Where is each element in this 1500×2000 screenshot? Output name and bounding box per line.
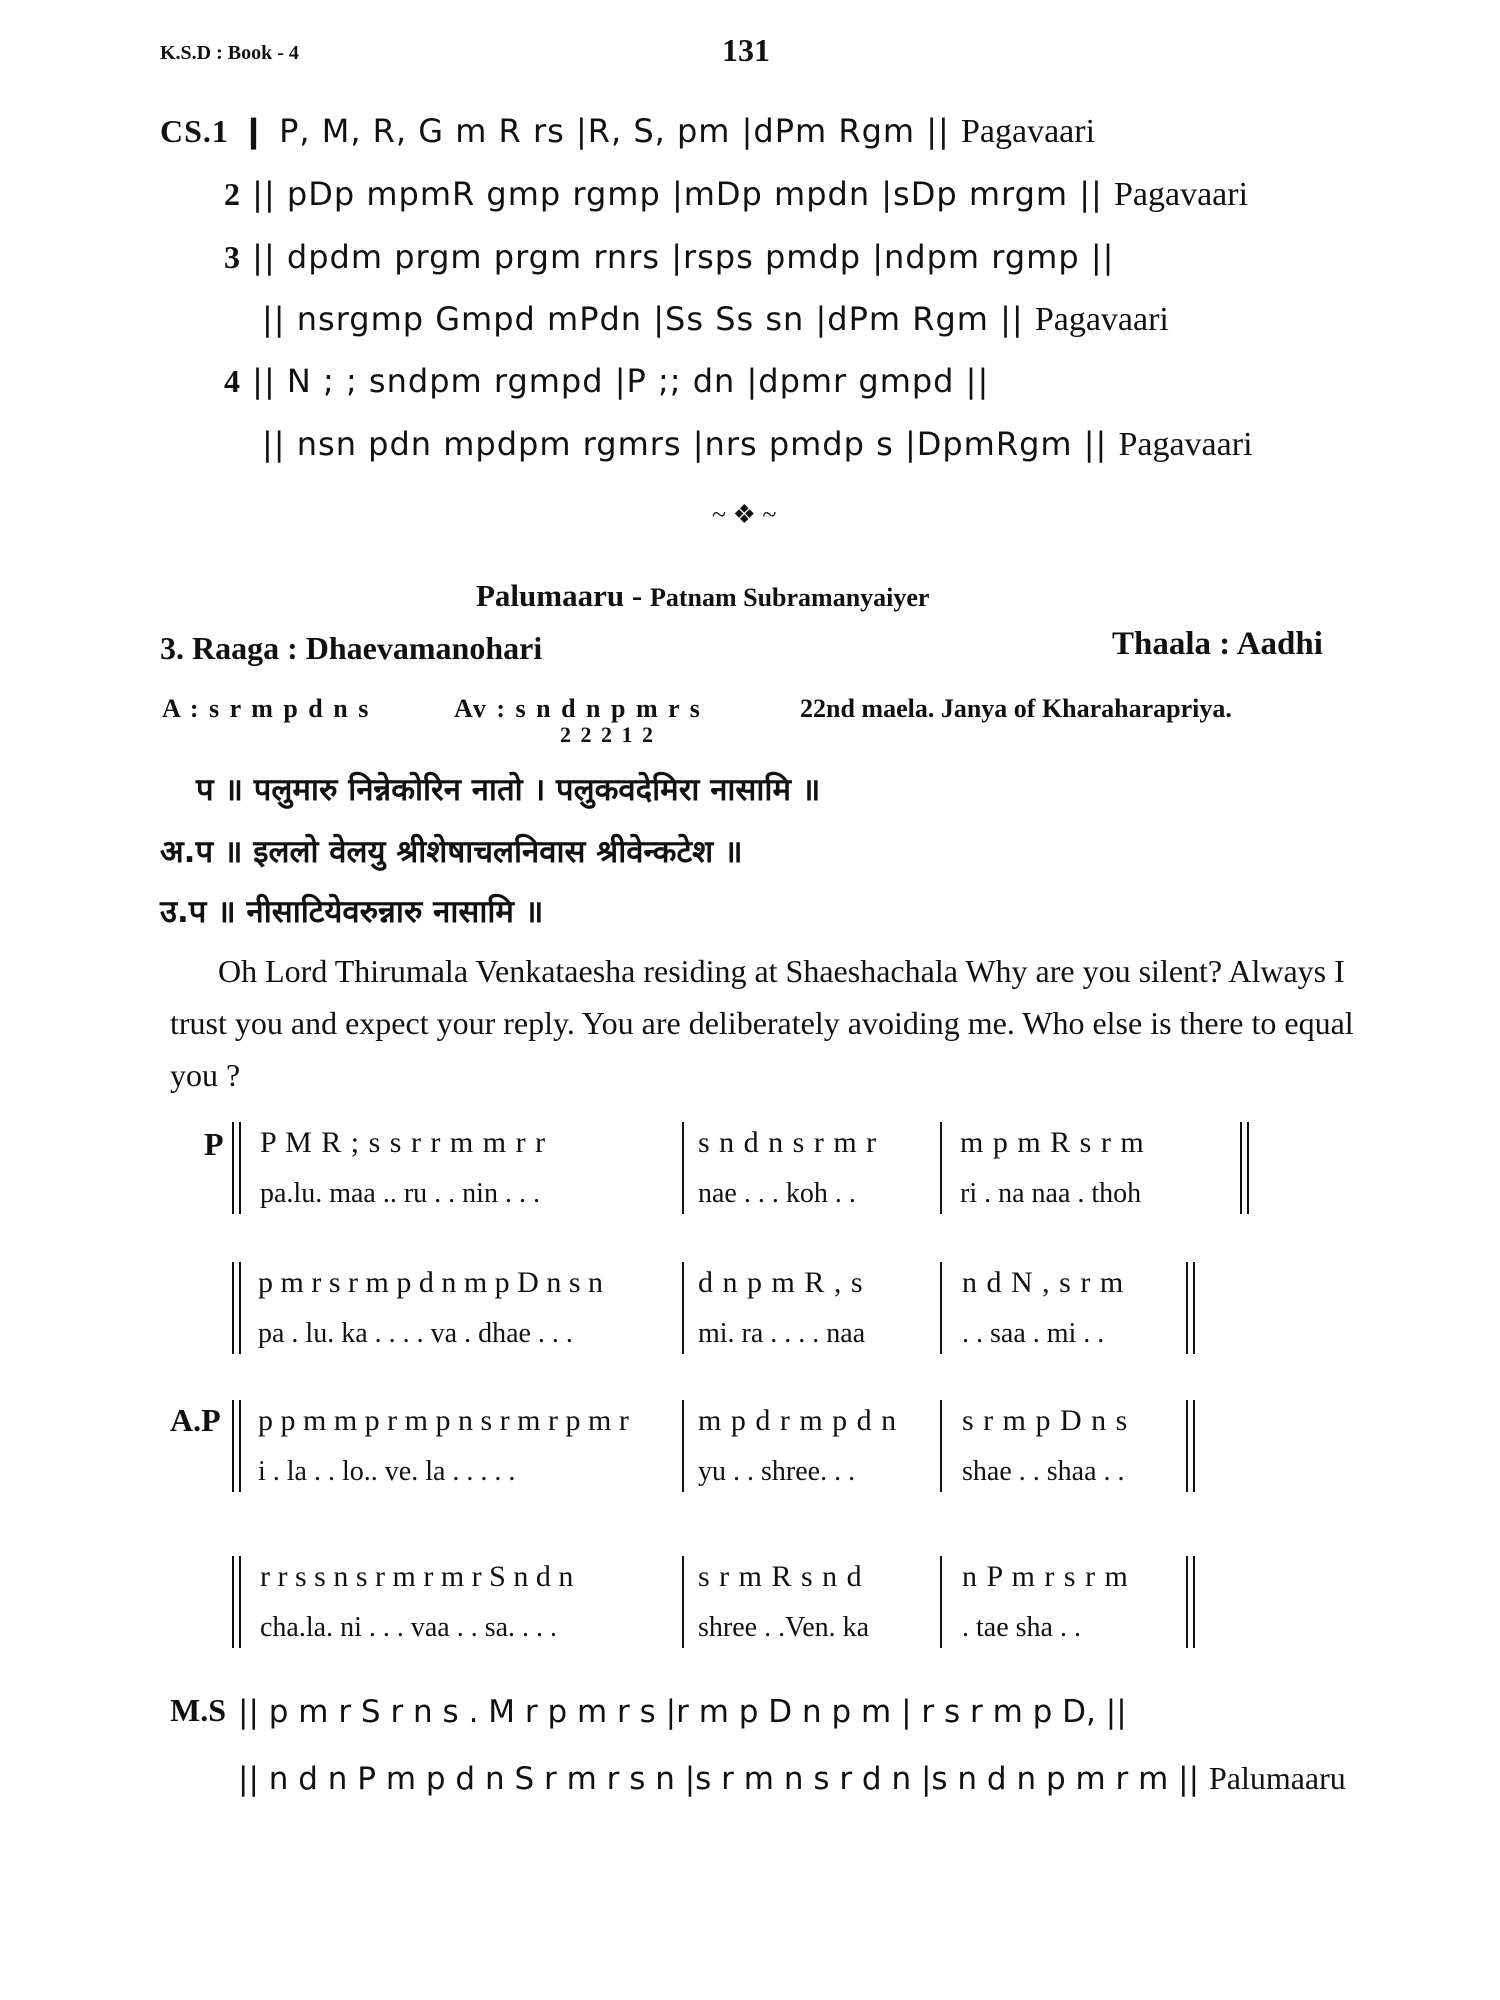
ms-line-2 (238, 1760, 1346, 1797)
cs-end: Pagavaari (1114, 176, 1249, 213)
cs-swara: || nsrgmp Gmpd mPdn |Ss Ss sn |dPm Rgm || (262, 300, 1024, 338)
bar (940, 1556, 942, 1648)
cs-num: 4 (224, 363, 241, 399)
swara-cell: d n p m R , s (698, 1266, 864, 1299)
arohana: A : s r m p d n s (162, 694, 371, 723)
cs-label: CS.1 (160, 113, 229, 149)
book-label: K.S.D : Book - 4 (160, 42, 299, 64)
double-bar (232, 1262, 241, 1354)
lyrics-charanam: उ.प ॥ नीसाटियेवरुन्नारु नासामि ॥ (160, 894, 544, 930)
swara-cell: m p d r m p d n (698, 1404, 898, 1437)
pallavi-label: P (204, 1126, 224, 1162)
thaala: Thaala : Aadhi (1112, 626, 1323, 662)
double-bar (1186, 1556, 1195, 1648)
raaga-line: 3. Raaga : Dhaevamanohari (160, 630, 543, 666)
cs-end: Pagavaari (1034, 301, 1169, 338)
meaning-paragraph: Oh Lord Thirumala Venkataesha residing at Shaeshachala Why are you silent? Always I trust you and expect your reply. You are deliberately avoiding me. Who else is there to equal you ? (170, 953, 1354, 1093)
sahitya-cell: . tae sha . . (962, 1612, 1081, 1643)
anupallavi-label: A.P (170, 1402, 221, 1438)
cs-swara: P, M, R, G m R rs |R, S, pm |dPm Rgm || (279, 112, 950, 150)
section-divider: ~ ❖ ~ (712, 500, 777, 529)
swara-cell: n d N , s r m (962, 1266, 1125, 1299)
cs-swara: || nsn pdn mpdpm rgmrs |nrs pmdp s |DpmRgm || (262, 425, 1108, 463)
swara-cell: m p m R s r m (960, 1126, 1145, 1159)
song-name: Palumaaru (476, 578, 625, 613)
sahitya-cell: ri . na naa . thoh (960, 1178, 1142, 1209)
cs-num: 2 (224, 176, 241, 212)
avarohana: Av : s n d n p m r s (454, 694, 702, 723)
cs-line-3 (224, 238, 1114, 276)
swara-cell: s n d n s r m r (698, 1126, 878, 1159)
maela-info: 22nd maela. Janya of Kharaharapriya. (800, 694, 1232, 723)
cs-end: Pagavaari (1118, 426, 1253, 463)
ms-end: Palumaaru (1208, 1760, 1346, 1796)
ms-line-1: || p m r S r n s . M r p m r s |r m p D n p m | r s r m p D, || (238, 1694, 1127, 1730)
cs-line-1: CS.1 ❙ P, M, R, G m R rs |R, S, pm |dPm Rgm || Pagavaari (160, 112, 1096, 150)
swara-cell: n P m r s r m (962, 1560, 1129, 1593)
bar (682, 1400, 684, 1492)
bar (940, 1262, 942, 1354)
cs-swara: || pDp mpmR gmp rgmp |mDp mpdn |sDp mrgm || (252, 175, 1103, 213)
cs-swara: || dpdm prgm prgm rnrs |rsps pmdp |ndpm rgmp || (252, 238, 1115, 276)
bar (682, 1556, 684, 1648)
swara-cell: s r m R s n d (698, 1560, 863, 1593)
page-number: 131 (722, 32, 770, 68)
sahitya-cell: pa . lu. ka . . . . va . dhae . . . (258, 1318, 573, 1349)
sahitya-cell: shree . .Ven. ka (698, 1612, 870, 1643)
cs-line-4 (262, 300, 1169, 339)
sahitya-cell: mi. ra . . . . naa (698, 1318, 866, 1349)
song-title: Palumaaru - Patnam Subramanyaiyer (476, 578, 930, 613)
bar (682, 1122, 684, 1214)
sahitya-cell: shae . . shaa . . (962, 1456, 1125, 1487)
double-bar (232, 1400, 241, 1492)
swara-cell: p m r s r m p d n m p D n s n (258, 1266, 603, 1299)
cs-num: 3 (224, 239, 241, 275)
cs-swara: || N ; ; sndpm rgmpd |P ;; dn |dpmr gmpd || (252, 362, 990, 400)
double-bar (1186, 1400, 1195, 1492)
sahitya-cell: . . saa . mi . . (962, 1318, 1105, 1349)
swara-cell: s r m p D n s (962, 1404, 1129, 1437)
lyrics-anupallavi: अ.प ॥ इललो वेलयु श्रीशेषाचलनिवास श्रीवेन्कटेश ॥ (160, 834, 743, 870)
double-bar (1186, 1262, 1195, 1354)
swara-cell: r r s s n s r m r m r S n d n (260, 1560, 574, 1593)
swara-cell: p p m m p r m p n s r m r p m r (258, 1404, 629, 1437)
double-bar (232, 1122, 241, 1214)
sahitya-cell: i . la . . lo.. ve. la . . . . . (258, 1456, 516, 1487)
cs-end: Pagavaari (960, 113, 1096, 150)
lyrics-pallavi: प ॥ पलुमारु निन्नेकोरिन नातो । पलुकवदेमिरा नासामि ॥ (196, 772, 821, 808)
sahitya-cell: yu . . shree. . . (698, 1456, 856, 1487)
sahitya-cell: pa.lu. maa .. ru . . nin . . . (260, 1178, 540, 1209)
cs-line-2 (224, 175, 1248, 214)
double-bar (232, 1556, 241, 1648)
ms-label: M.S (170, 1692, 226, 1728)
sahitya-cell: cha.la. ni . . . vaa . . sa. . . . (260, 1612, 558, 1643)
sahitya-cell: nae . . . koh . . (698, 1178, 856, 1209)
bar (940, 1400, 942, 1492)
cs-line-5 (224, 362, 989, 400)
composer: Patnam Subramanyaiyer (649, 583, 930, 612)
swara-cell: P M R ; s s r r m m r r (260, 1126, 547, 1159)
ms-swara: || n d n P m p d n S r m r s n |s r m n s r d n |s n d n p m r m || (238, 1761, 1200, 1797)
double-bar (1240, 1122, 1249, 1214)
avarohana-marks: 2 2 2 1 2 (560, 722, 655, 747)
bar (682, 1262, 684, 1354)
bar (940, 1122, 942, 1214)
cs-line-6 (262, 425, 1253, 464)
